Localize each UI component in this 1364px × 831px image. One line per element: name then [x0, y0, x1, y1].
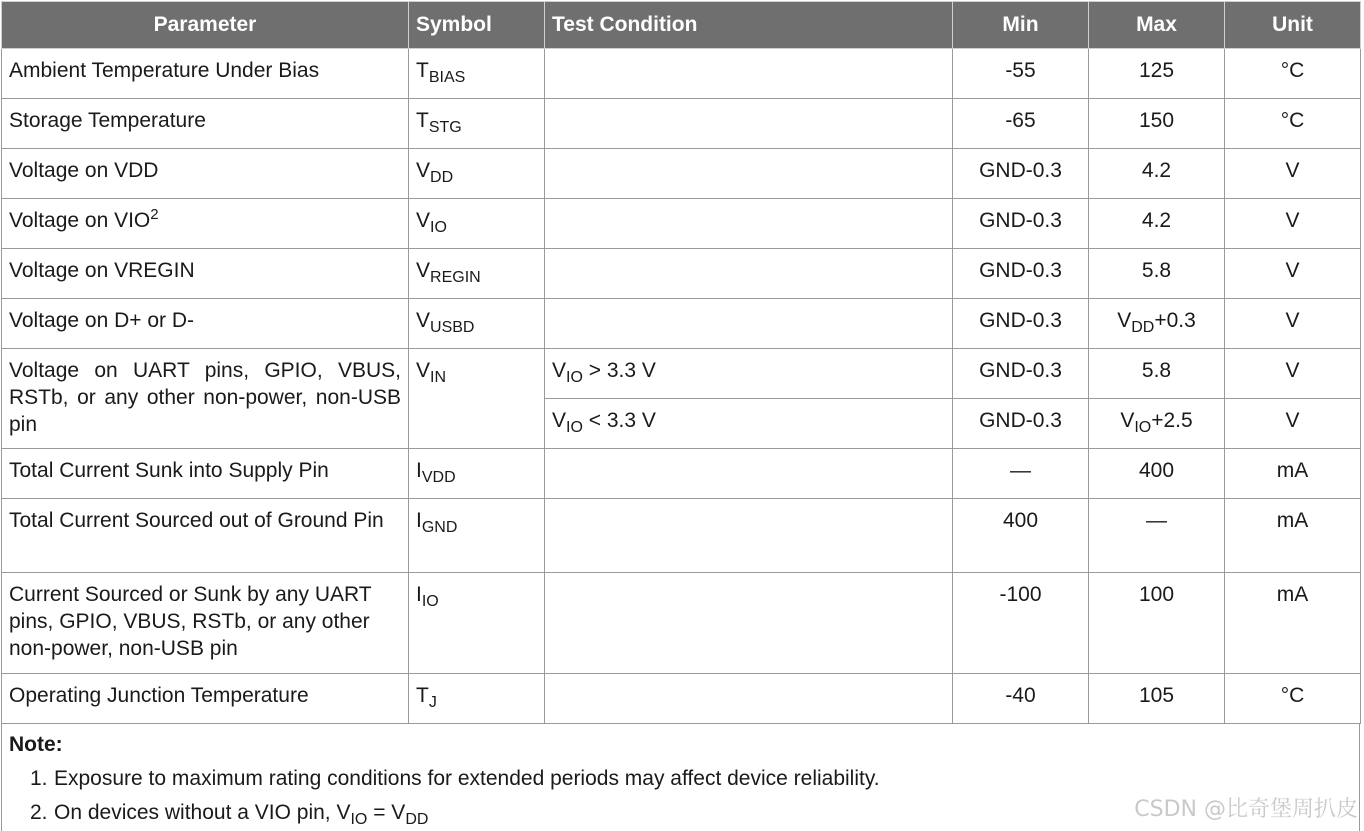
cell-symbol: $T_J$ [409, 674, 545, 724]
cell-symbol: $I_{IO}$ [409, 573, 545, 674]
absolute-max-ratings-table [1, 1, 1361, 724]
cell-parameter: Storage Temperature [2, 99, 409, 149]
cell-min: — [953, 449, 1089, 499]
cell-min: GND-0.3 [953, 399, 1089, 449]
cell-min: GND-0.3 [953, 299, 1089, 349]
cell-max: 105 [1089, 674, 1225, 724]
cell-symbol: $T_{BIAS}$ [409, 49, 545, 99]
cell-symbol: $V_{IN}$ [409, 349, 545, 449]
table-header-row [2, 2, 1361, 49]
cell-symbol: $I_{VDD}$ [409, 449, 545, 499]
cell-symbol: $I_{GND}$ [409, 499, 545, 573]
header-max: Max [1089, 2, 1225, 49]
cell-min: -100 [953, 573, 1089, 674]
cell-min: 400 [953, 499, 1089, 573]
cell-parameter: Voltage on VIO$^2$ [2, 199, 409, 249]
cell-unit: V [1225, 349, 1361, 399]
cell-symbol: $V_{USBD}$ [409, 299, 545, 349]
cell-min: GND-0.3 [953, 249, 1089, 299]
cell-max: 5.8 [1089, 249, 1225, 299]
header-test-condition: Test Condition [545, 2, 953, 49]
cell-max: 4.2 [1089, 149, 1225, 199]
cell-unit: mA [1225, 449, 1361, 499]
cell-test-condition: $V_{IO} > 3.3$ V [545, 349, 953, 399]
cell-parameter: Ambient Temperature Under Bias [2, 49, 409, 99]
cell-parameter: Voltage on D+ or D- [2, 299, 409, 349]
table-row [2, 49, 1361, 99]
table-row [2, 149, 1361, 199]
cell-parameter: Total Current Sunk into Supply Pin [2, 449, 409, 499]
cell-unit: °C [1225, 674, 1361, 724]
cell-min: GND-0.3 [953, 199, 1089, 249]
cell-symbol: $T_{STG}$ [409, 99, 545, 149]
cell-test-condition [545, 249, 953, 299]
cell-unit: V [1225, 249, 1361, 299]
cell-max: 4.2 [1089, 199, 1225, 249]
cell-max: 5.8 [1089, 349, 1225, 399]
note-item: 1. Exposure to maximum rating conditions for extended periods may affect device reliability. [30, 767, 880, 790]
cell-max: 100 [1089, 573, 1225, 674]
cell-max: $V_{DD}+0.3$ [1089, 299, 1225, 349]
table-row [2, 199, 1361, 249]
cell-max: — [1089, 499, 1225, 573]
cell-min: -40 [953, 674, 1089, 724]
note-title: Note: [9, 733, 63, 756]
header-unit: Unit [1225, 2, 1361, 49]
cell-min: -65 [953, 99, 1089, 149]
cell-test-condition [545, 149, 953, 199]
cell-symbol: $V_{DD}$ [409, 149, 545, 199]
cell-test-condition [545, 199, 953, 249]
cell-test-condition [545, 674, 953, 724]
cell-test-condition [545, 299, 953, 349]
table-row [2, 674, 1361, 724]
cell-max: 150 [1089, 99, 1225, 149]
cell-parameter: Operating Junction Temperature [2, 674, 409, 724]
table-row [2, 499, 1361, 573]
cell-unit: V [1225, 199, 1361, 249]
table-row [2, 449, 1361, 499]
cell-test-condition [545, 573, 953, 674]
cell-parameter: Voltage on VREGIN [2, 249, 409, 299]
cell-unit: mA [1225, 573, 1361, 674]
table-row [2, 349, 1361, 399]
cell-symbol: $V_{IO}$ [409, 199, 545, 249]
cell-max: $V_{IO}+2.5$ [1089, 399, 1225, 449]
cell-test-condition: $V_{IO} < 3.3$ V [545, 399, 953, 449]
header-min: Min [953, 2, 1089, 49]
cell-max: 400 [1089, 449, 1225, 499]
cell-unit: V [1225, 149, 1361, 199]
table-row [2, 573, 1361, 674]
cell-test-condition [545, 499, 953, 573]
cell-unit: V [1225, 399, 1361, 449]
cell-parameter: Voltage on VDD [2, 149, 409, 199]
cell-min: GND-0.3 [953, 349, 1089, 399]
cell-symbol: $V_{REGIN}$ [409, 249, 545, 299]
cell-parameter: Total Current Sourced out of Ground Pin [2, 499, 409, 573]
footnote-ref: 2 [150, 206, 159, 223]
cell-min: GND-0.3 [953, 149, 1089, 199]
cell-unit: °C [1225, 99, 1361, 149]
watermark: CSDN @比奇堡周扒皮 [1134, 797, 1358, 822]
table-row [2, 299, 1361, 349]
header-symbol: Symbol [409, 2, 545, 49]
cell-unit: V [1225, 299, 1361, 349]
note-item: 2. On devices without a VIO pin, $V_{IO} = V_{DD}$ [30, 801, 429, 828]
cell-parameter: Current Sourced or Sunk by any UART pins, GPIO, VBUS, RSTb, or any other non-power, non-USB pin [2, 573, 409, 674]
cell-parameter: Voltage on UART pins, GPIO, VBUS, RSTb, or any other non-power, non-USB pin [2, 349, 409, 449]
cell-test-condition [545, 449, 953, 499]
cell-unit: mA [1225, 499, 1361, 573]
cell-unit: °C [1225, 49, 1361, 99]
table-row [2, 99, 1361, 149]
table-row [2, 249, 1361, 299]
cell-max: 125 [1089, 49, 1225, 99]
header-parameter: Parameter [2, 2, 409, 49]
cell-test-condition [545, 99, 953, 149]
cell-test-condition [545, 49, 953, 99]
cell-min: -55 [953, 49, 1089, 99]
